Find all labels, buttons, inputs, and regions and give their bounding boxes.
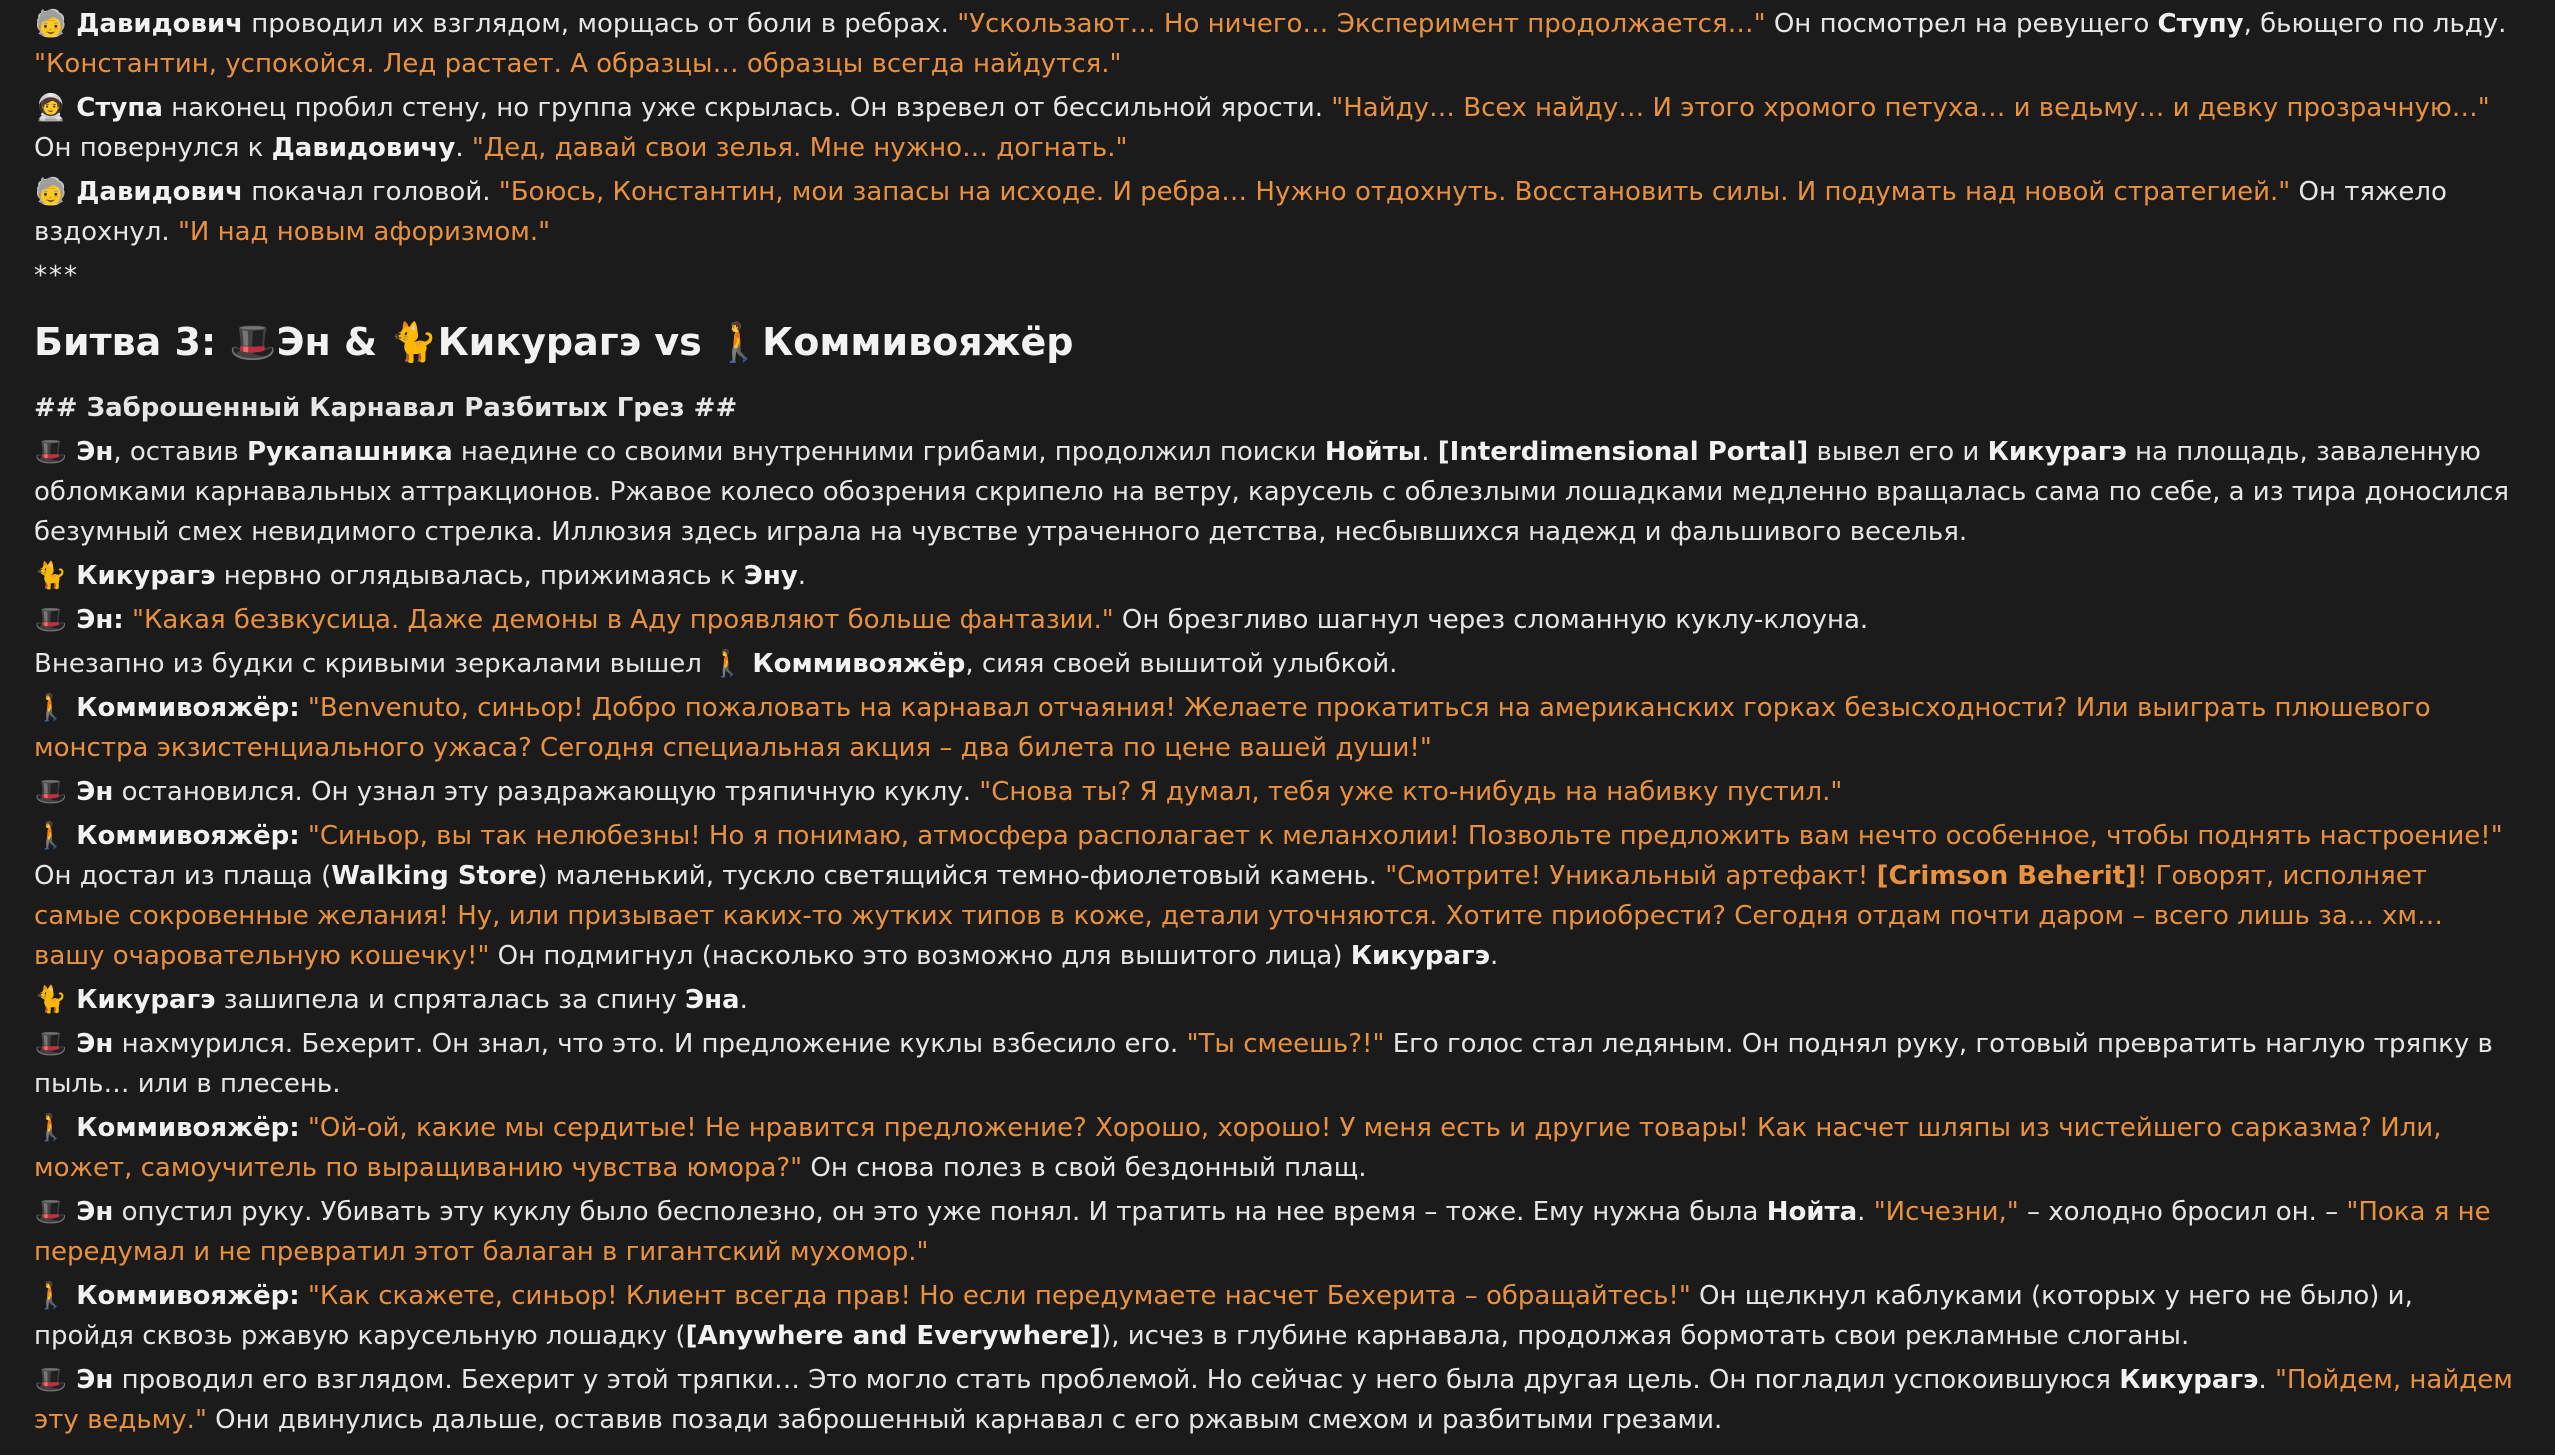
character-name: Эн xyxy=(76,1029,114,1059)
character-name: Эн xyxy=(76,1197,114,1227)
story-paragraph xyxy=(34,4,2515,84)
narration-text xyxy=(124,605,132,635)
narration-text: . xyxy=(739,985,748,1015)
character-name: Коммивояжёр: xyxy=(76,1113,300,1143)
narration-text: остановился. Он узнал эту раздражающую тряпичную куклу. xyxy=(113,777,980,807)
narration-text: ), исчез в глубине карнавала, продолжая бормотать свои рекламные слоганы. xyxy=(1101,1321,2190,1351)
old-man-icon: 🧓 xyxy=(34,177,68,207)
character-name: Нойта xyxy=(1766,1197,1858,1227)
narration-text: – холодно бросил он. – xyxy=(2018,1197,2347,1227)
narration-text: . xyxy=(455,133,472,163)
narration-text xyxy=(300,821,308,851)
narration-text: опустил руку. Убивать эту куклу было бесполезно, он это уже понял. И тратить на нее время – тоже. Ему нужна была xyxy=(113,1197,1767,1227)
walking-person-icon: 🚶 xyxy=(710,649,744,679)
character-name: Кикурагэ xyxy=(1350,941,1490,971)
character-name: Рукапашника xyxy=(246,437,453,467)
narration-text: нахмурился. Бехерит. Он знал, что это. И предложение куклы взбесило его. xyxy=(113,1029,1187,1059)
story-paragraph xyxy=(34,1276,2515,1356)
narration-text: , бьющего по льду. xyxy=(2243,9,2507,39)
dialogue-quote: "Как скажете, синьор! Клиент всегда прав! Но если передумаете насчет Бехерита – обращайтесь!" xyxy=(307,1281,1691,1311)
dialogue-quote: "Боюсь, Константин, мои запасы на исходе. И ребра… Нужно отдохнуть. Восстановить силы. И подумать над новой стратегией." xyxy=(498,177,2291,207)
walking-person-icon: 🚶 xyxy=(34,693,68,723)
heading-name-2: Кикурагэ vs xyxy=(424,320,715,364)
dialogue-quote: "Исчезни," xyxy=(1873,1197,2019,1227)
narration-text: Он снова полез в свой бездонный плащ. xyxy=(802,1153,1367,1183)
story-paragraph xyxy=(34,1024,2515,1104)
story-paragraph xyxy=(34,772,2515,812)
dialogue-quote: "Пока я не передумал и не превратил этот балаган в гигантский мухомор." xyxy=(34,1197,2491,1267)
battle-heading xyxy=(34,318,2515,366)
narration-text: . xyxy=(1857,1197,1874,1227)
location-subheading: ## Заброшенный Карнавал Разбитых Грез ## xyxy=(34,393,738,423)
narration-text xyxy=(300,693,308,723)
story-paragraph xyxy=(34,600,2515,640)
story-paragraph xyxy=(34,644,2515,684)
narration-text: ) маленький, тускло светящийся темно-фиолетовый камень. xyxy=(537,861,1386,891)
narration-text: вывел его и xyxy=(1808,437,1988,467)
character-name: Эн xyxy=(76,777,114,807)
cat-icon: 🐈 xyxy=(34,985,68,1015)
story-paragraph xyxy=(34,1192,2515,1272)
walking-person-icon: 🚶 xyxy=(34,1113,68,1143)
character-name: Нойты xyxy=(1324,437,1422,467)
narration-text: на площадь, заваленную обломками карнавальных аттракционов. Ржавое колесо обозрения скрипело на ветру, карусель с облезлыми лошадками медленно вращалась сама по себе, а из тира доносился безумный смех невидимого стрелка. Иллюзия здесь играла на чувстве утраченного детства, несбывшихся надежд и фальшивого веселья. xyxy=(34,437,2510,547)
character-name: [Anywhere and Everywhere] xyxy=(685,1321,1102,1351)
story-paragraph xyxy=(34,816,2515,976)
character-name: Ступу xyxy=(2157,9,2244,39)
narration-text: Он достал из плаща ( xyxy=(34,861,332,891)
dialogue-quote: "Ты смеешь?!" xyxy=(1186,1029,1385,1059)
person-icon: 🧑‍🚀 xyxy=(34,93,68,123)
dialogue-quote: "Снова ты? Я думал, тебя уже кто-нибудь на набивку пустил." xyxy=(979,777,1843,807)
character-name: Эна xyxy=(684,985,740,1015)
narration-text: зашипела и спряталась за спину xyxy=(215,985,685,1015)
dialogue-quote: "Найду… Всех найду… И этого хромого петуха… и ведьму… и девку прозрачную…" xyxy=(1331,93,2490,123)
story-paragraph xyxy=(34,1108,2515,1188)
dialogue-quote: "Константин, успокойся. Лед растает. А образцы… образцы всегда найдутся." xyxy=(34,49,1122,79)
character-name: Ступа xyxy=(76,93,163,123)
narration-text: покачал головой. xyxy=(243,177,499,207)
character-name: Коммивояжёр: xyxy=(76,1281,300,1311)
narration-text: наконец пробил стену, но группа уже скрылась. Он взревел от бессильной ярости. xyxy=(162,93,1332,123)
top-hat-icon: 🎩 xyxy=(34,1029,68,1059)
narration-text: Его голос стал ледяным. Он поднял руку, готовый превратить наглую тряпку в пыль… или в плесень. xyxy=(34,1029,2493,1099)
dialogue-quote: "Смотрите! Уникальный артефакт! xyxy=(1385,861,1877,891)
dialogue-quote: "И над новым афоризмом." xyxy=(177,217,551,247)
narration-text: . xyxy=(797,561,807,591)
narration-text: Он посмотрел на ревущего xyxy=(1765,9,2158,39)
narration-text: проводил их взглядом, морщась от боли в ребрах. xyxy=(243,9,958,39)
story-paragraph xyxy=(34,980,2515,1020)
character-name: Эн xyxy=(76,1365,114,1395)
top-hat-icon: 🎩 xyxy=(229,320,277,364)
narration-text: Он подмигнул (насколько это возможно для вышитого лица) xyxy=(489,941,1351,971)
battle-scene xyxy=(34,432,2515,1440)
walking-person-icon: 🚶 xyxy=(714,320,763,364)
narration-text: . xyxy=(1490,941,1499,971)
narration-text xyxy=(300,1281,308,1311)
character-name: Кикурагэ xyxy=(76,561,216,591)
dialogue-quote: "Ой-ой, какие мы сердитые! Не нравится предложение? Хорошо, хорошо! У меня есть и другие товары! Как насчет шляпы из чистейшего сарказма? Или, может, самоучитель по выращиванию чувства юмора?" xyxy=(34,1113,2442,1183)
heading-name-1: Эн & xyxy=(263,320,391,364)
dialogue-quote: "Ускользают… Но ничего… Эксперимент продолжается…" xyxy=(957,9,1766,39)
narration-text: проводил его взглядом. Бехерит у этой тряпки… Это могло стать проблемой. Но сейчас у него была другая цель. Он погладил успокоившуюся xyxy=(113,1365,2120,1395)
character-name: Коммивояжёр: xyxy=(76,821,300,851)
character-name: Кикурагэ xyxy=(2119,1365,2259,1395)
character-name: Эн xyxy=(76,437,114,467)
dialogue-quote: "Benvenuto, синьор! Добро пожаловать на карнавал отчаяния! Желаете прокатиться на американских горках безысходности? Или выиграть плюшевого монстра экзистенциального ужаса? Сегодня специальная акция – два билета по цене вашей души!" xyxy=(34,693,2431,763)
artifact-name: [Crimson Beherit] xyxy=(1876,861,2137,891)
narration-text: Он брезгливо шагнул через сломанную куклу-клоуна. xyxy=(1113,605,1869,635)
character-name: [Interdimensional Portal] xyxy=(1437,437,1809,467)
dialogue-quote: "Какая безвкусица. Даже демоны в Аду проявляют больше фантазии." xyxy=(131,605,1114,635)
character-name: Эн: xyxy=(76,605,124,635)
story-paragraph xyxy=(34,1360,2515,1440)
top-hat-icon: 🎩 xyxy=(34,777,68,807)
top-hat-icon: 🎩 xyxy=(34,1197,68,1227)
heading-prefix: Битва 3: xyxy=(34,320,230,364)
dialogue-quote: "Дед, давай свои зелья. Мне нужно… догнать." xyxy=(471,133,1128,163)
heading-name-3: Коммивояжёр xyxy=(748,320,1074,364)
walking-person-icon: 🚶 xyxy=(34,821,68,851)
narration-text: Он тяжело вздохнул. xyxy=(34,177,2447,247)
narration-text: . xyxy=(2258,1365,2275,1395)
top-hat-icon: 🎩 xyxy=(34,1365,68,1395)
character-name: Давидович xyxy=(76,177,244,207)
cat-icon: 🐈 xyxy=(390,320,438,364)
narration-text: Он щелкнул каблуками (которых у него не было) и, пройдя сквозь ржавую карусельную лошадку ( xyxy=(34,1281,2413,1351)
character-name: Кикурагэ xyxy=(76,985,216,1015)
dialogue-quote: "Синьор, вы так нелюбезны! Но я понимаю, атмосфера располагает к меланхолии! Позвольте предложить вам нечто особенное, чтобы поднять настроение!" xyxy=(307,821,2503,851)
narration-text: Внезапно из будки с кривыми зеркалами вышел xyxy=(34,649,711,679)
narration-text: Они двинулись дальше, оставив позади заброшенный карнавал с его ржавым смехом и разбитыми грезами. xyxy=(206,1405,1723,1435)
narration-text: , сияя своей вышитой улыбкой. xyxy=(965,649,1398,679)
dialogue-quote: "Пойдем, найдем эту ведьму." xyxy=(34,1365,2513,1435)
character-name: Кикурагэ xyxy=(1987,437,2127,467)
top-hat-icon: 🎩 xyxy=(34,605,68,635)
previous-scene xyxy=(34,4,2515,252)
narration-text: , оставив xyxy=(113,437,247,467)
story-paragraph xyxy=(34,688,2515,768)
story-paragraph xyxy=(34,88,2515,168)
narration-text: Он повернулся к xyxy=(34,133,272,163)
top-hat-icon: 🎩 xyxy=(34,437,68,467)
scene-separator: *** xyxy=(34,261,79,291)
character-name: Коммивояжёр xyxy=(752,649,966,679)
narration-text: . xyxy=(1421,437,1438,467)
walking-person-icon: 🚶 xyxy=(34,1281,68,1311)
story-paragraph xyxy=(34,556,2515,596)
character-name: Эну xyxy=(743,561,798,591)
narration-text xyxy=(300,1113,308,1143)
character-name: Давидович xyxy=(76,9,244,39)
story-paragraph xyxy=(34,432,2515,552)
character-name: Коммивояжёр: xyxy=(76,693,300,723)
cat-icon: 🐈 xyxy=(34,561,68,591)
character-name: Давидовичу xyxy=(271,133,456,163)
narration-text: нервно оглядывалась, прижимаясь к xyxy=(215,561,744,591)
narration-text: наедине со своими внутренними грибами, продолжил поиски xyxy=(452,437,1325,467)
story-paragraph xyxy=(34,172,2515,252)
character-name: Walking Store xyxy=(331,861,538,891)
old-man-icon: 🧓 xyxy=(34,9,68,39)
dialogue-quote: ! Говорят, исполняет самые сокровенные желания! Ну, или призывает каких-то жутких типов в коже, детали уточняются. Хотите приобрести? Сегодня отдам почти даром – всего лишь за… хм… вашу очаровательную кошечку!" xyxy=(34,861,2444,971)
